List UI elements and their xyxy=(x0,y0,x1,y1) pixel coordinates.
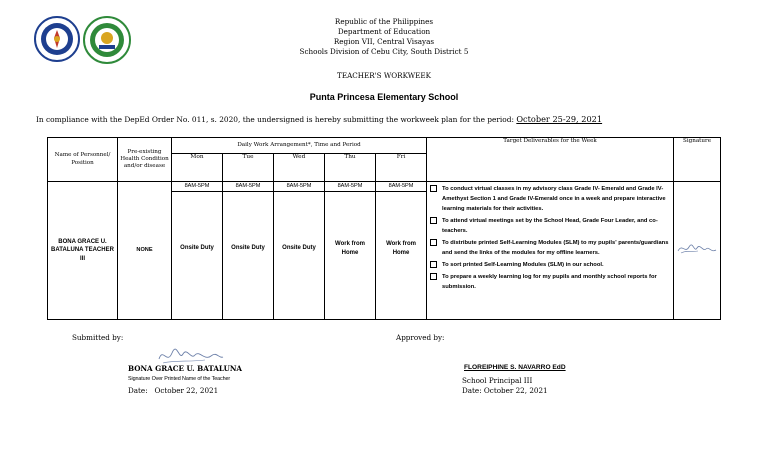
deliverable-text: To conduct virtual classes in my advisory class Grade IV- Emerald and Grade IV-Amethyst Section 1 and Grade IV-Emerald once in a week and prepare interactive learning materials for their activities. xyxy=(442,186,666,212)
compliance-statement xyxy=(36,114,602,124)
deliverables-cell xyxy=(427,182,674,320)
deliverable-text: To prepare a weekly learning log for my pupils and monthly school reports for submission. xyxy=(442,274,657,290)
header-department: Department of Education xyxy=(337,27,431,36)
day-cell-tue xyxy=(223,182,274,320)
doc-title: TEACHER'S WORKWEEK xyxy=(337,71,431,80)
col-header-arrangement: Daily Work Arrangement*, Time and Period xyxy=(172,138,427,154)
arrangement-value: Onsite Duty xyxy=(180,245,214,251)
compliance-text: In compliance with the DepEd Order No. 011, s. 2020, the undersigned is hereby submitting the workweek plan for the period: xyxy=(36,115,514,124)
day-cell-wed xyxy=(274,182,325,320)
day-cell-mon xyxy=(172,182,223,320)
day-cell-thu xyxy=(325,182,376,320)
approver-date: Date: October 22, 2021 xyxy=(462,386,548,395)
day-header: Fri xyxy=(376,154,427,182)
workweek-table xyxy=(47,137,721,320)
deliverable-item xyxy=(430,238,671,258)
period-value: October 25-29, 2021 xyxy=(516,114,603,124)
time-value: 8AM-5PM xyxy=(376,182,426,192)
time-value: 8AM-5PM xyxy=(172,182,222,192)
header-division: Schools Division of Cebu City, South District 5 xyxy=(299,47,469,56)
deliverable-text: To sort printed Self-Learning Modules (SLM) in our school. xyxy=(442,262,604,268)
deliverables-list xyxy=(430,184,671,292)
checkbox-icon xyxy=(430,273,437,280)
health-condition: NONE xyxy=(118,182,172,320)
submitter-caption: Signature Over Printed Name of the Teacher xyxy=(128,376,231,382)
day-header: Thu xyxy=(325,154,376,182)
col-header-deliverables: Target Deliverables for the Week xyxy=(427,138,674,182)
checkbox-icon xyxy=(430,185,437,192)
submitter-name: BONA GRACE U. BATALUNA xyxy=(128,364,242,373)
checkbox-icon xyxy=(430,239,437,246)
signature-image xyxy=(676,241,718,257)
day-header: Mon xyxy=(172,154,223,182)
personnel-name: BONA GRACE U. BATALUNA TEACHER III xyxy=(48,182,118,320)
deliverable-item xyxy=(430,272,671,292)
approver-name: FLOREIPHINE S. NAVARRO EdD xyxy=(464,364,566,371)
day-header: Wed xyxy=(274,154,325,182)
col-header-name: Name of Personnel/ Position xyxy=(48,138,118,182)
school-name: Punta Princesa Elementary School xyxy=(309,92,459,102)
arrangement-value: Onsite Duty xyxy=(282,245,316,251)
deliverable-text: To distribute printed Self-Learning Modules (SLM) to my pupils' parents/guardians and send the links of the modules for my offline learners. xyxy=(442,240,669,256)
day-cell-fri xyxy=(376,182,427,320)
deliverable-item xyxy=(430,184,671,214)
time-value: 8AM-5PM xyxy=(274,182,324,192)
submitted-by-label: Submitted by: xyxy=(72,333,124,342)
day-header: Tue xyxy=(223,154,274,182)
signature-cell xyxy=(674,182,721,320)
col-header-health: Pre-existing Health Condition and/or disease xyxy=(118,138,172,182)
checkbox-icon xyxy=(430,217,437,224)
deliverable-item xyxy=(430,216,671,236)
header-republic: Republic of the Philippines xyxy=(334,17,434,26)
header-region: Region VII, Central Visayas xyxy=(333,37,435,46)
table-row xyxy=(48,182,721,320)
arrangement-value: Onsite Duty xyxy=(231,245,265,251)
checkbox-icon xyxy=(430,261,437,268)
deliverable-item xyxy=(430,260,671,270)
approver-position: School Principal III xyxy=(462,376,533,385)
deliverable-text: To attend virtual meetings set by the School Head, Grade Four Leader, and co-teachers. xyxy=(442,218,658,234)
approved-by-label: Approved by: xyxy=(396,333,445,342)
submitter-date: Date: October 22, 2021 xyxy=(128,386,219,395)
arrangement-value: Work from Home xyxy=(335,241,365,256)
time-value: 8AM-5PM xyxy=(325,182,375,192)
time-value: 8AM-5PM xyxy=(223,182,273,192)
col-header-signature: Signature xyxy=(674,138,721,182)
arrangement-value: Work from Home xyxy=(386,241,416,256)
